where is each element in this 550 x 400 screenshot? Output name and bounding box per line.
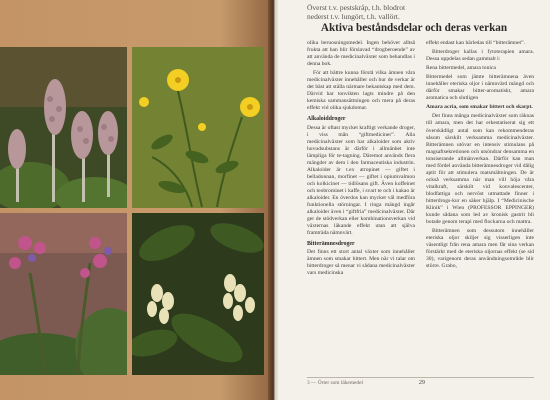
article-title: Aktiva beståndsdelar och deras verkan xyxy=(320,22,508,34)
photo-vallort xyxy=(132,213,264,375)
list-item-3-text: Amara acria, som smakar bittert och skarpt. xyxy=(426,104,533,111)
paragraph: effekt endast kan härledas till “bitterämnet”. xyxy=(426,40,525,46)
text-column-left xyxy=(307,40,415,280)
paragraph: Det finns ett stort antal växter som innehåller ämnen som smakar bittert. Men när vi talar om bitterdroger så menar vi sådana medicinalväxter vars medicinska xyxy=(307,249,415,277)
photo-blodrot xyxy=(132,47,264,208)
list-item-1: Rena bittermedel, amara tonica xyxy=(426,65,496,72)
list-item-3 xyxy=(426,104,534,111)
text-page xyxy=(278,0,550,400)
paragraph: Det finns många medicinalväxter som räknas till amara, men det har erkestatiserat sig ett överskådligt antal som kan rekommenderas såsom särskilt verksamma medicinalväxter. Bitterämnen utövar en intensiv stimulans på magsaftsekretionen och utsöndrar densamma en tonsiserande allmänverkan. Därför kan man med fördel använda bitterämnesdroger vid dålig aptit för att stimulera matsmältningen. De är också verksamma när man vill höja våra vitalkraft, särskilt vid konvalescenter, blodfattiga och nervöst utmattade finner i bitterdrogs-kur en säker hjälp. I “Medicinische Klinik” i Wien (PROFESSOR EPPINGER) kunde sådana som led av kronisk gastrit bli botade genom terapi med flockarna och mattra. xyxy=(426,113,534,226)
caption-line-2: nederst t.v. lungört, t.h. vallört. xyxy=(307,11,400,21)
section-heading-bitter: Bitterämnesdroger xyxy=(307,241,355,248)
footer-chapter: 3 — Örter som läkemedel xyxy=(307,380,363,386)
paragraph: Bitterdroger kallas i fytoterapien amara. Dessa uppdelas sedan gammalt i: xyxy=(426,49,534,63)
list-item-2: Bittermedel som jämte bitterämnena även innehåller eteriska oljor i nämnvärd mängd och därför smakar bitter-aromatiskt, amara aromatica och slutligen xyxy=(426,74,534,102)
paragraph: olika beruosningsmedel. Ingen behöver alltså frukta att han blir förslavad “drogberoende” av att använda de medicinalväxter som behandlas i denna bok. xyxy=(307,40,415,68)
paragraph: Dessa är oftast mycket kraftigt verkande droger, i viss mån “giftmediciner”. Alla medicinalväxter som har alkaloider som aktiv huvudsubstans är därför i allmänhet inte lämpliga för te-tagning. Däremot används flera mängder av dem i den farmaceutiska industrin. Alkaloider är t.ex atropinet — giftet i belladonnan, morfinet — giftet i opiumvalmon och kolkicinet — tidlösans gift. Även koffeinet och teobrominet i kaffe, i svart te och i kakao är alkaloider. En överdos kan mycket väl medföra funktionella störningar. I ringa mängd ingår alkaloider även i “giftfria” medicinalväxter. Där ger de stödverkan eller kombinationsverkan vid växternas läkande effekt utan att själva framträda nämnvärt. xyxy=(307,124,415,237)
page-number: 29 xyxy=(418,379,425,386)
photo-caption xyxy=(307,4,507,21)
page-footer xyxy=(307,377,534,386)
text-column-right xyxy=(426,40,534,272)
photo-lungort xyxy=(0,213,127,375)
section-heading-alkaloid: Alkaloiddroger xyxy=(307,116,346,123)
paragraph: För att bättre kunna förstå vilka ämnen våra medicinalväxter innehåller och hur de verkar är det bäst att ställa närmare bekantskap med dem. Därvid har tonvikten lagts mindre på den kemiska sammansättningen och mera på deras effekt vid olika sjukdomar. xyxy=(307,70,415,112)
caption-line-1: Överst t.v. pestskråp, t.h. blodrot xyxy=(307,3,406,12)
photo-pestskrap xyxy=(0,47,127,208)
paragraph: Bitterämnen som dessutom innehåller eteriska oljor skiljer sig visserligen inte väsentligt från rena amara men får sina verkan förstärkt med de eteriska oljornas effekt (se sid 30), varigenom deras användningsområde blir större. Grabo, xyxy=(426,228,534,270)
